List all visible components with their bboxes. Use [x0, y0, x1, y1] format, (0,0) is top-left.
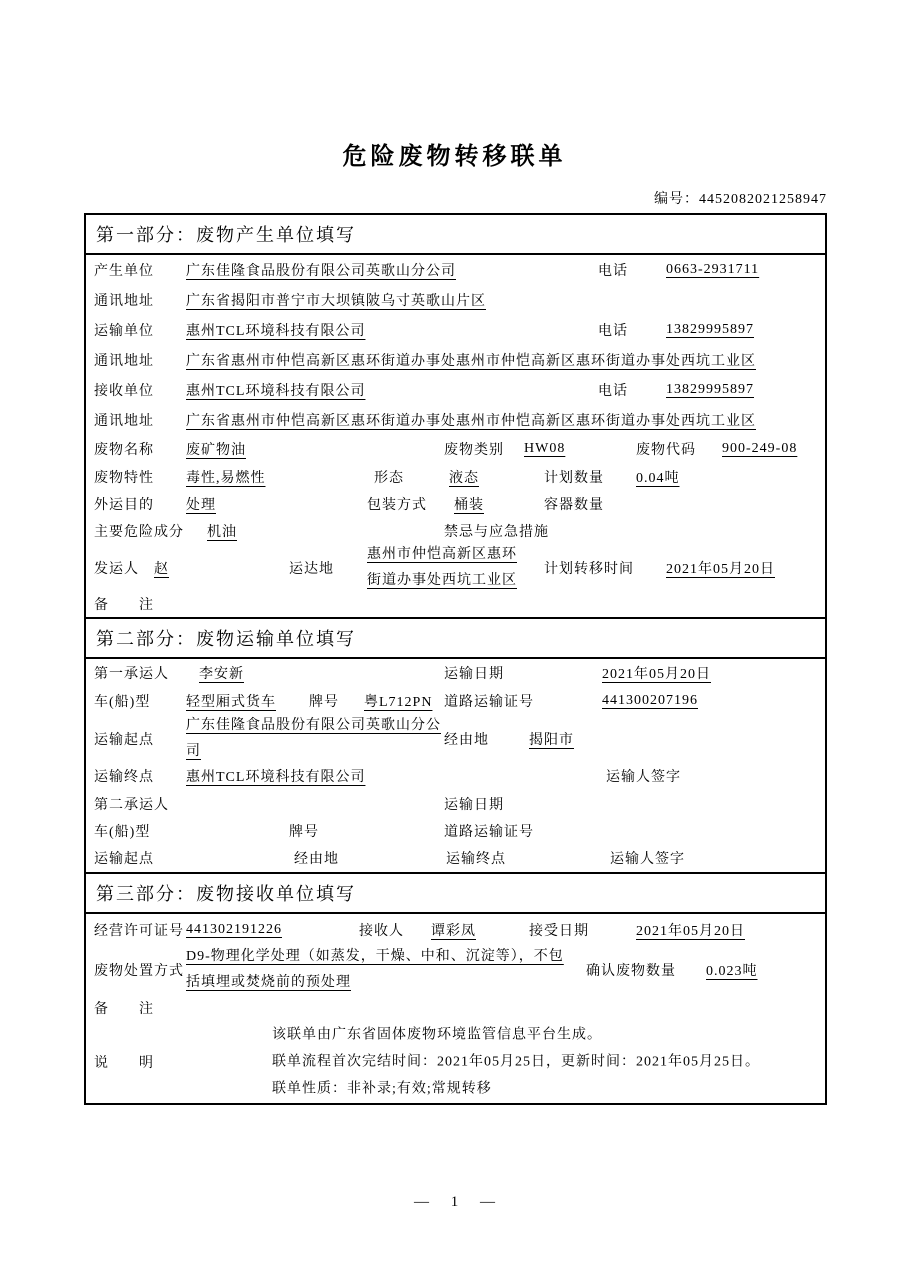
- row-transporter-address: [86, 345, 825, 375]
- signature2-label: 运输人签字: [610, 852, 685, 867]
- row-main-hazard: [86, 517, 825, 544]
- remark-s1-label: 备 注: [94, 598, 154, 613]
- section1-header: 第一部分：废物产生单位填写: [86, 215, 825, 255]
- shipper-label: 发运人: [94, 561, 139, 577]
- vehicle1-value: 轻型厢式货车: [186, 695, 276, 710]
- row-shipper: [86, 544, 825, 591]
- via2-label: 经由地: [294, 852, 339, 867]
- row-disposal: [86, 945, 825, 994]
- transport-date1-value: 2021年05月20日: [602, 667, 711, 682]
- receiver-value: 惠州TCL环境科技有限公司: [186, 384, 366, 399]
- container-quantity-label: 容器数量: [544, 497, 604, 513]
- manifest-table: [84, 213, 827, 1105]
- plate1-label: 牌号: [309, 695, 339, 710]
- transfer-time-value: 2021年05月20日: [666, 561, 775, 577]
- transporter-value: 惠州TCL环境科技有限公司: [186, 324, 366, 339]
- emergency-label: 禁忌与应急措施: [444, 524, 549, 540]
- waste-property-label: 废物特性: [94, 470, 154, 486]
- transport-date1-label: 运输日期: [444, 667, 504, 682]
- receiver-label: 接收单位: [94, 384, 154, 399]
- row-receiver-address: [86, 405, 825, 435]
- origin1-value: 广东佳隆食品股份有限公司英歌山分公司: [186, 717, 441, 759]
- row-origin1: [86, 715, 825, 762]
- transporter-label: 运输单位: [94, 324, 154, 339]
- row-producer: [86, 255, 825, 285]
- producer-address-label: 通讯地址: [94, 294, 154, 309]
- transporter-phone-value: 13829995897: [666, 322, 754, 337]
- main-hazard-value: 机油: [207, 524, 237, 540]
- carrier1-label: 第一承运人: [94, 667, 169, 682]
- row-vehicle1: [86, 687, 825, 715]
- signature1-label: 运输人签字: [606, 770, 681, 785]
- row-origin2: [86, 844, 825, 872]
- destination-label: 运达地: [289, 561, 334, 577]
- row-carrier2: [86, 790, 825, 817]
- planned-quantity-value: 0.04吨: [636, 470, 680, 486]
- row-vehicle2: [86, 817, 825, 844]
- transport-date2-label: 运输日期: [444, 797, 504, 813]
- form-label: 形态: [374, 470, 404, 486]
- note-lines: [272, 1022, 812, 1103]
- destination-value: 惠州市仲恺高新区惠环街道办事处西坑工业区: [367, 546, 517, 588]
- plate1-value: 粤L712PN: [364, 695, 433, 710]
- producer-label: 产生单位: [94, 264, 154, 279]
- waste-name-label: 废物名称: [94, 443, 154, 458]
- document-number-label: 编号：: [654, 192, 699, 207]
- transfer-time-label: 计划转移时间: [544, 561, 634, 577]
- row-terminus1: [86, 762, 825, 790]
- carrier1-value: 李安新: [199, 667, 244, 682]
- page-number-footer: — 1 —: [414, 1194, 495, 1210]
- waste-code-label: 废物代码: [636, 443, 696, 458]
- section3-header: 第三部分：废物接收单位填写: [86, 872, 825, 914]
- page-title: 危险废物转移联单: [342, 144, 567, 170]
- recipient-label: 接收人: [359, 923, 404, 939]
- permit1-value: 441300207196: [602, 693, 698, 708]
- note-label: 说 明: [94, 1056, 154, 1071]
- row-purpose: [86, 490, 825, 517]
- producer-address-value: 广东省揭阳市普宁市大坝镇陂乌寸英歌山片区: [186, 294, 486, 309]
- row-license: [86, 914, 825, 945]
- vehicle1-label: 车(船)型: [94, 695, 151, 710]
- note-line-1: 该联单由广东省固体废物环境监管信息平台生成。: [272, 1027, 602, 1043]
- producer-value: 广东佳隆食品股份有限公司英歌山分公司: [186, 264, 456, 279]
- waste-name-value: 废矿物油: [186, 443, 246, 458]
- row-waste-name: [86, 435, 825, 463]
- producer-phone-label: 电话: [598, 264, 628, 279]
- transporter-address-label: 通讯地址: [94, 354, 154, 369]
- vehicle2-label: 车(船)型: [94, 824, 151, 840]
- disposal-value: D9-物理化学处理（如蒸发，干燥、中和、沉淀等），不包括填埋或焚烧前的预处理: [186, 948, 564, 990]
- purpose-value: 处理: [186, 497, 216, 513]
- plate2-label: 牌号: [289, 824, 319, 840]
- main-hazard-label: 主要危险成分: [94, 524, 184, 540]
- document-number: [84, 188, 827, 208]
- waste-category-value: HW08: [524, 441, 566, 456]
- receive-date-value: 2021年05月20日: [636, 923, 745, 939]
- note-line-2: 联单流程首次完结时间：2021年05月25日，更新时间：2021年05月25日。: [272, 1054, 760, 1070]
- waste-property-value: 毒性,易燃性: [186, 470, 266, 486]
- row-remark-s1: [86, 591, 825, 617]
- transporter-address-value: 广东省惠州市仲恺高新区惠环街道办事处惠州市仲恺高新区惠环街道办事处西坑工业区: [186, 354, 756, 369]
- via1-value: 揭阳市: [529, 732, 574, 748]
- receiver-address-label: 通讯地址: [94, 414, 154, 429]
- license-value: 441302191226: [186, 921, 282, 937]
- form-value: 液态: [449, 470, 479, 486]
- packaging-value: 桶装: [454, 497, 484, 513]
- row-transporter: [86, 315, 825, 345]
- origin2-label: 运输起点: [94, 852, 154, 867]
- shipper-value: 赵: [154, 561, 169, 577]
- license-label: 经营许可证号: [94, 923, 184, 939]
- receiver-phone-value: 13829995897: [666, 382, 754, 397]
- terminus1-label: 运输终点: [94, 770, 154, 785]
- producer-phone-value: 0663-2931711: [666, 262, 760, 277]
- confirmed-quantity-label: 确认废物数量: [586, 963, 676, 979]
- waste-category-label: 废物类别: [444, 443, 504, 458]
- permit2-label: 道路运输证号: [444, 824, 534, 840]
- permit1-label: 道路运输证号: [444, 695, 534, 710]
- row-note: [86, 1021, 825, 1103]
- transporter-phone-label: 电话: [598, 324, 628, 339]
- section2-header: 第二部分：废物运输单位填写: [86, 617, 825, 659]
- row-remark-s3: [86, 994, 825, 1021]
- recipient-value: 谭彩凤: [431, 923, 476, 939]
- receiver-address-value: 广东省惠州市仲恺高新区惠环街道办事处惠州市仲恺高新区惠环街道办事处西坑工业区: [186, 414, 756, 429]
- terminus1-value: 惠州TCL环境科技有限公司: [186, 770, 366, 785]
- confirmed-quantity-value: 0.023吨: [706, 963, 758, 979]
- via1-label: 经由地: [444, 732, 489, 748]
- row-receiver: [86, 375, 825, 405]
- waste-code-value: 900-249-08: [722, 441, 798, 456]
- planned-quantity-label: 计划数量: [544, 470, 604, 486]
- row-carrier1: [86, 659, 825, 687]
- row-producer-address: [86, 285, 825, 315]
- disposal-label: 废物处置方式: [94, 963, 184, 979]
- purpose-label: 外运目的: [94, 497, 154, 513]
- document-number-value: 4452082021258947: [699, 192, 827, 207]
- origin1-label: 运输起点: [94, 732, 154, 748]
- row-waste-property: [86, 463, 825, 490]
- receiver-phone-label: 电话: [598, 384, 628, 399]
- packaging-label: 包装方式: [367, 497, 427, 513]
- receive-date-label: 接受日期: [529, 923, 589, 939]
- remark-s3-label: 备 注: [94, 1001, 154, 1017]
- terminus2-label: 运输终点: [446, 852, 506, 867]
- note-line-3: 联单性质：非补录;有效;常规转移: [272, 1081, 492, 1097]
- carrier2-label: 第二承运人: [94, 797, 169, 813]
